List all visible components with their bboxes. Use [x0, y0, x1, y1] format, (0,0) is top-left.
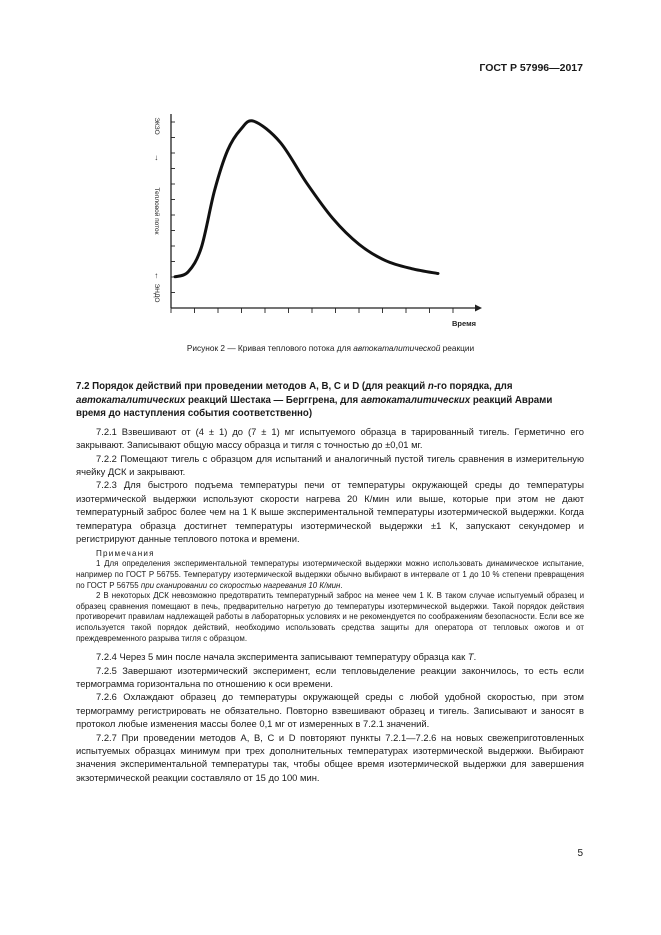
paragraph-7-2-7: 7.2.7 При проведении методов А, В, С и D повторяют пункты 7.2.1—7.2.6 на новых свежеприготовленных испытуемых образцах минимум при трех дополнительных температурах изотермической выдержки. Выбирают значения экспериментальной температуры так, чтобы общее время изотермической выдержки для завершения экзотермической реакции составляло от 15 до 100 мин.	[76, 731, 584, 783]
y-top-label: ЭКЗО	[153, 117, 160, 135]
note-1: 1 Для определения экспериментальной температуры изотермической выдержки можно использовать динамическое испытание, например по ГОСТ Р 56755. Температуру изотермической выдержки обычно выбирают в интервале от 1 до 10 % степени превращения по ГОСТ Р 56755 при сканировании со скоростью нагревания 10 К/мин.	[76, 559, 584, 590]
document-header: ГОСТ Р 57996—2017	[479, 62, 583, 74]
heat-flow-figure	[140, 108, 500, 336]
y-axis-label: Тепловой поток	[153, 187, 160, 235]
y-arrow-up-icon: →	[153, 154, 162, 162]
y-arrow-down-icon: ←	[153, 272, 162, 280]
page-number: 5	[577, 848, 583, 859]
paragraph-7-2-5: 7.2.5 Завершают изотермический эксперимент, если тепловыделение реакции закончилось, то есть если термограмма горизонтальна по отношению к оси времени.	[76, 664, 584, 689]
x-ticks	[171, 308, 453, 313]
notes-title: Примечания	[96, 549, 155, 559]
y-bottom-label: ЭНДО	[153, 283, 160, 303]
section-title: 7.2 Порядок действий при проведении методов А, В, С и D (для реакций n-го порядка, для автокаталитических реакций Шестака — Берггрена, для автокаталитических реакций Аврами время до наступления события соответственно)	[76, 381, 553, 420]
paragraph-7-2-1: 7.2.1 Взвешивают от (4 ± 1) до (7 ± 1) мг испытуемого образца в тарированный тигель. Герметично его закрывают. Записывают общую массу образца и тигля с точностью до ±0,01 мг.	[76, 425, 584, 451]
figure-caption: Рисунок 2 — Кривая теплового потока для автокаталитической реакции	[186, 343, 475, 353]
paragraph-7-2-3: 7.2.3 Для быстрого подъема температуры печи от температуры окружающей среды до температуры изотермической выдержки используют скорости нагрева 20 К/мин или выше, которые при этом не дают температурный заброс более чем на 1 К выше экспериментальной температуры изотермической выдержки. Когда температура образца достигнет температуры изотермической выдержки ±1 К, запускают секундомер и регистрируют данные теплового потока и времени.	[76, 479, 584, 545]
heat-flow-curve	[175, 121, 438, 277]
paragraph-7-2-2: 7.2.2 Помещают тигель с образцом для испытаний и аналогичный пустой тигель сравнения в измерительную ячейку ДСК и закрывают.	[76, 452, 584, 477]
paragraph-7-2-4: 7.2.4 Через 5 мин после начала эксперимента записывают температуру образца как T.	[96, 651, 477, 663]
x-axis-label: Время	[452, 319, 476, 328]
heat-flow-chart	[140, 108, 500, 336]
note-2: 2 В некоторых ДСК невозможно предотвратить температурный заброс на менее чем 1 К. В таком случае испытуемый образец и образец сравнения помещают в печь, предварительно нагретую до температуры изотермической выдержки. Такой порядок действия противоречит правилам надлежащей работы в лабораторных условиях и не рекомендуется по соображениям безопасности. Если все же используется такой порядок действий, необходимо использовать средства защиты для оператора от тепловых ожогов и от преждевременного разрыва тигля с образцом.	[76, 591, 584, 643]
x-axis-arrow	[475, 305, 482, 312]
body-text	[76, 380, 584, 784]
paragraph-7-2-6: 7.2.6 Охлаждают образец до температуры окружающей среды с любой удобной скоростью, при этом термограмму регистрировать не обязательно. Повторно взвешивают образец и тигель. Записывают и заносят в протокол любые изменения массы более 0,1 мг от измеренных в 7.2.1 значений.	[76, 691, 584, 730]
